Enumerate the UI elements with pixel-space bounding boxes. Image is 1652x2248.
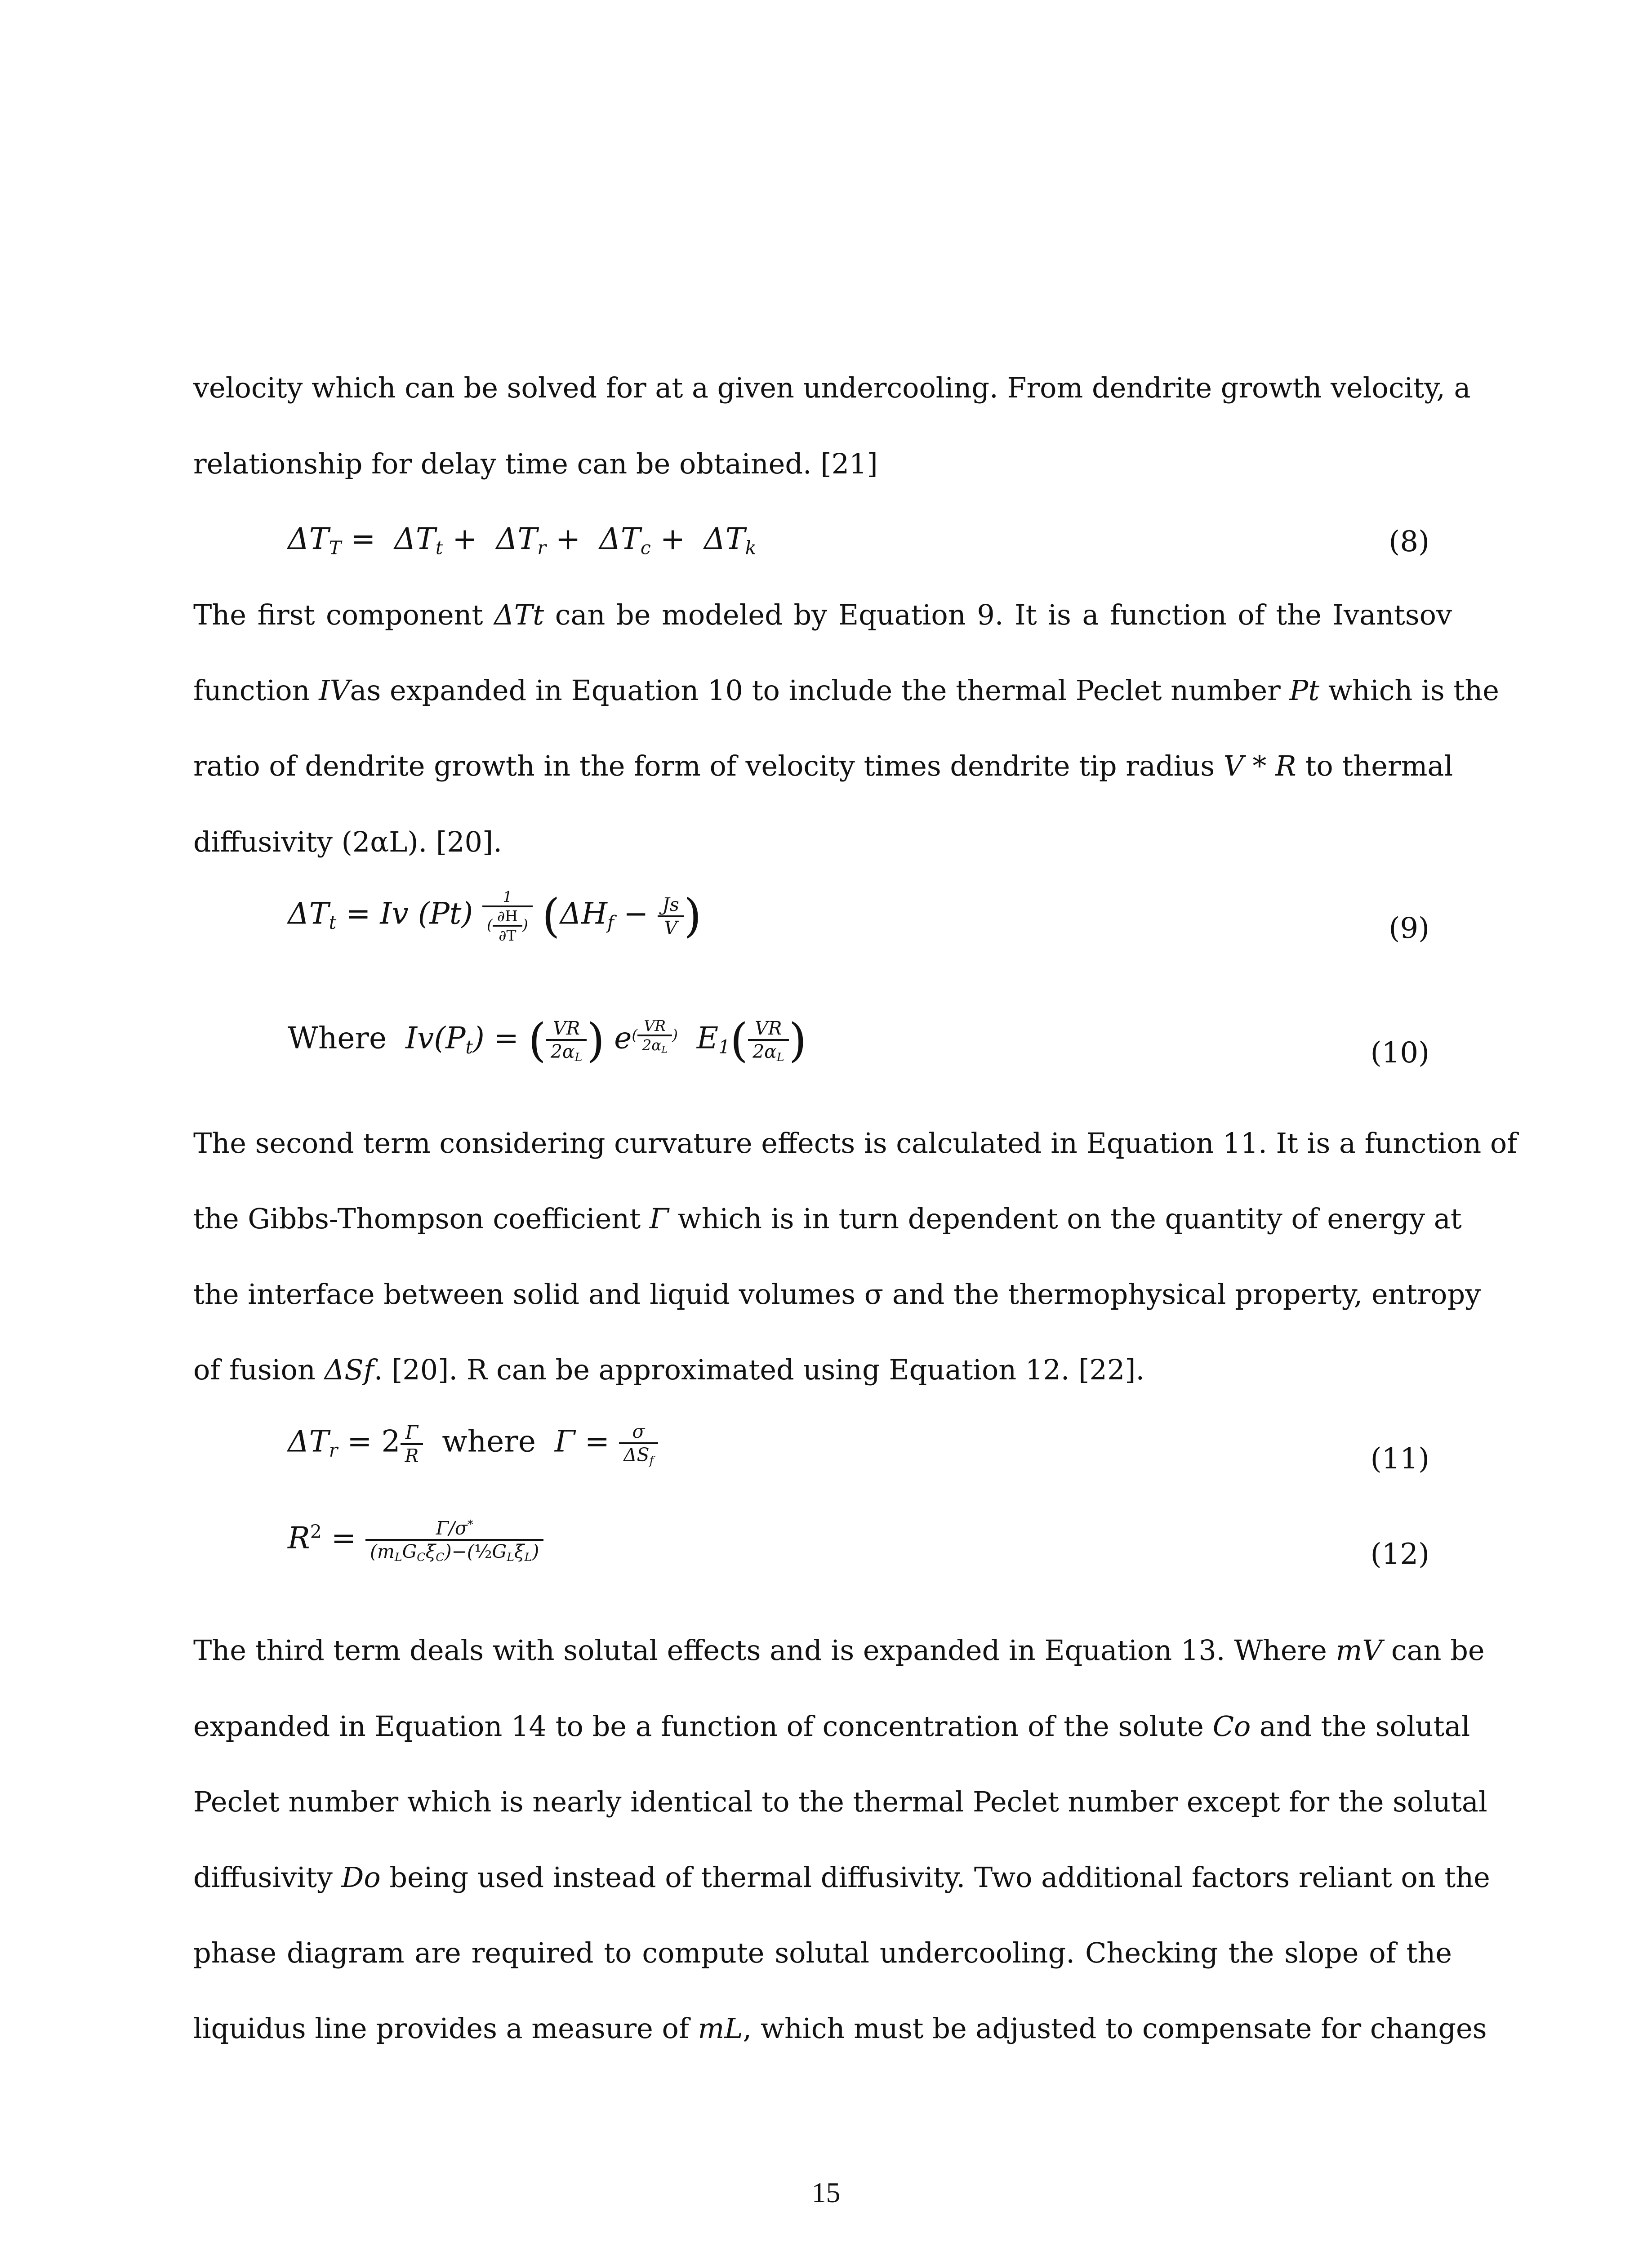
paragraph-1-line-2: relationship for delay time can be obtained. [21] [193, 447, 878, 480]
paragraph-4-line-1: The third term deals with solutal effects and is expanded in Equation 13. Where mV can be [193, 1634, 1485, 1667]
paragraph-4-line-6: liquidus line provides a measure of mL, which must be adjusted to compensate for changes [193, 2012, 1487, 2045]
page-number: 15 [811, 2177, 841, 2208]
paragraph-4-line-4: diffusivity Do being used instead of thermal diffusivity. Two additional factors reliant on the [193, 1861, 1490, 1894]
paragraph-3-line-2: the Gibbs-Thompson coefficient Γ which is in turn dependent on the quantity of energy at [193, 1202, 1462, 1235]
paragraph-3-line-1: The second term considering curvature effects is calculated in Equation 11. It is a function of [193, 1127, 1518, 1160]
paragraph-3-line-4: of fusion ΔSf. [20]. R can be approximated using Equation 12. [22]. [193, 1353, 1145, 1386]
equation-11-number: (11) [1370, 1442, 1429, 1476]
equation-12-number: (12) [1370, 1538, 1429, 1571]
equation-9: $\Delta T_t = Iv$ (Pt) 1 ( $\frac{\partial H}{\partial T}$ ) ($\Delta H_f$ − $\frac{Js}{V}$ ) [288, 888, 702, 944]
paragraph-1-line-1: velocity which can be solved for at a given undercooling. From dendrite growth velocity, a [193, 371, 1471, 404]
equation-8: $\Delta T_T = \Delta T_t + \Delta T_r + \Delta T_c + \Delta T_k$ [288, 522, 757, 559]
equation-11-where: where [442, 1424, 536, 1459]
paragraph-3-line-3: the interface between solid and liquid volumes σ and the thermophysical property, entropy [193, 1278, 1481, 1311]
equation-8-number: (8) [1389, 525, 1429, 558]
paragraph-4-line-5: phase diagram are required to compute solutal undercooling. Checking the slope of the [193, 1936, 1452, 1969]
paragraph-4-line-2: expanded in Equation 14 to be a function of concentration of the solute Co and the solutal [193, 1710, 1470, 1743]
equation-11: $\Delta T_r = 2$ $\frac{\Gamma}{R}$ where Γ = $\frac{\sigma}{\Delta S_f}$ [288, 1421, 658, 1467]
equation-10-prefix: Where [288, 1021, 387, 1056]
paragraph-2-line-1: The first component ΔTt can be modeled by Equation 9. It is a function of the Ivantsov [193, 598, 1452, 631]
paragraph-2-line-2: function IVas expanded in Equation 10 to include the thermal Peclet number Pt which is the [193, 674, 1499, 707]
paragraph-4-line-3: Peclet number which is nearly identical to the thermal Peclet number except for the solutal [193, 1785, 1487, 1818]
paragraph-2-line-3: ratio of dendrite growth in the form of velocity times dendrite tip radius V * R to thermal [193, 749, 1453, 782]
paragraph-2-line-4: diffusivity (2αL). [20]. [193, 825, 502, 858]
equation-10: Where $Iv(P_t)$ = ( $\frac{VR}{2\alpha_L}$ ) $e^{( \frac{VR}{2\alpha_L} )}$ $E_1$( $\frac{VR}{2\alpha_L}$ ) [288, 1014, 807, 1067]
equation-9-number: (9) [1389, 912, 1429, 945]
equation-10-number: (10) [1370, 1036, 1429, 1070]
equation-12: $R^2$ = $\frac{\Gamma/\sigma^*}{(m_LG_C\xi_C)-(\frac{1}{2}G_L\xi_L)}$ [288, 1517, 543, 1564]
